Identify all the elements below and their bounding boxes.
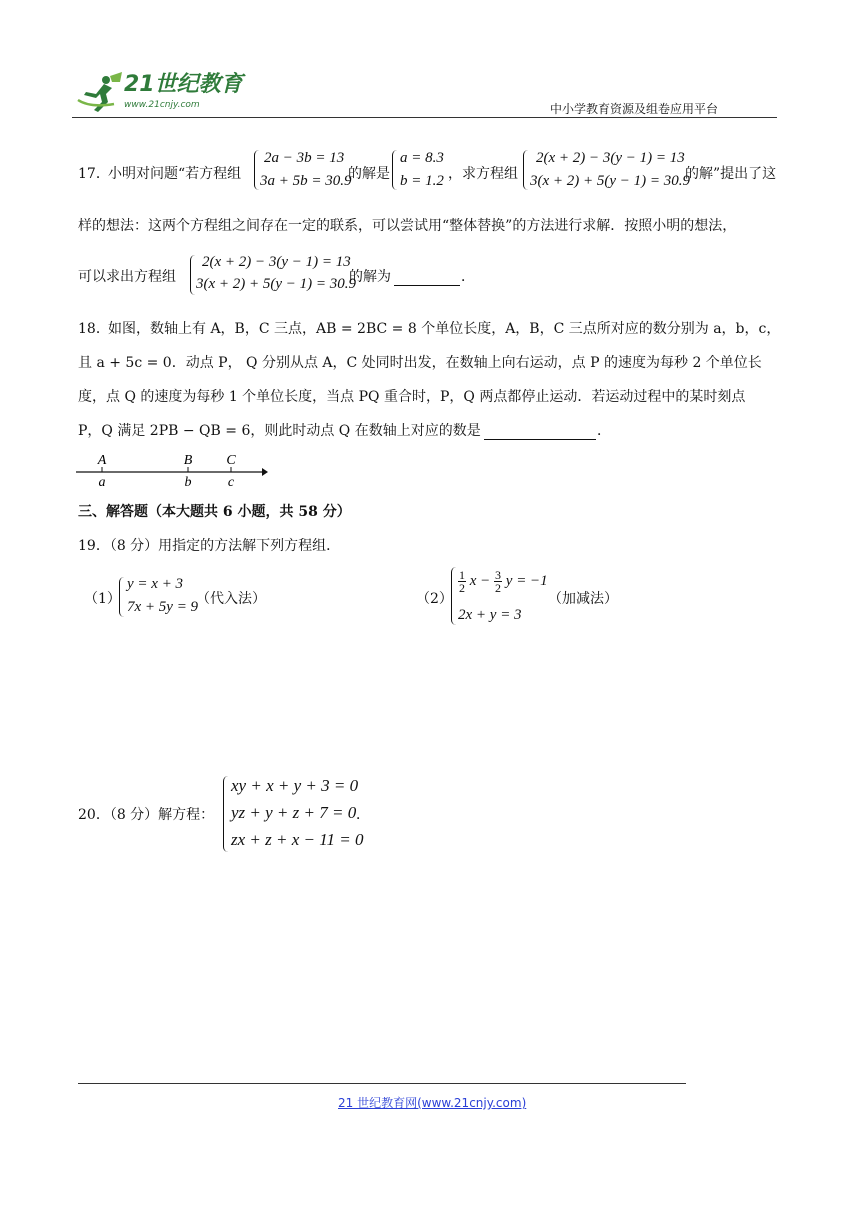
q18-answer-blank[interactable] bbox=[484, 422, 596, 440]
q17-text3: ，求方程组 bbox=[448, 166, 518, 182]
q18-number: 18． bbox=[78, 321, 110, 337]
q17-answer-blank[interactable] bbox=[394, 268, 460, 286]
q19-frac1-den: 2 bbox=[459, 581, 465, 595]
footer-link[interactable]: 21 世纪教育网(www.21cnjy.com) bbox=[338, 1096, 527, 1110]
q18-line3: 度，点 Q 的速度为每秒 1 个单位长度，当点 PQ 重合时，P，Q 两点都停止运动．若运动过程中的某时刻点 bbox=[78, 389, 746, 405]
q19-part2-method: （加减法） bbox=[548, 591, 618, 607]
q17-sol1-brace bbox=[392, 150, 399, 190]
q19-frac2 bbox=[494, 569, 502, 594]
runner-logo-icon bbox=[76, 70, 128, 114]
q20-brace bbox=[223, 776, 230, 852]
q18-line4-end: ． bbox=[597, 423, 611, 439]
q17-sol1-eq1: a = 8.3 bbox=[400, 150, 444, 166]
q17-sys1-eq2: 3a + 5b = 30.9 bbox=[260, 173, 352, 189]
q17-sys3-eq1: 2(x + 2) − 3(y − 1) = 13 bbox=[202, 254, 351, 270]
q17-sys1-eq1: 2a − 3b = 13 bbox=[264, 150, 345, 166]
footer-rule bbox=[78, 1083, 686, 1084]
q20-end: ． bbox=[356, 807, 370, 823]
q19-frac2-num: 3 bbox=[495, 568, 502, 582]
q19-line: 19．（8 分）用指定的方法解下列方程组． bbox=[78, 538, 341, 554]
axis-arrow bbox=[262, 468, 268, 476]
q19-part1-brace bbox=[119, 577, 126, 617]
header bbox=[72, 62, 777, 118]
q17-sys2-eq2: 3(x + 2) + 5(y − 1) = 30.9 bbox=[530, 173, 691, 189]
q17-text1: 小明对问题“若方程组 bbox=[108, 166, 242, 182]
header-rule bbox=[72, 117, 777, 118]
q20-label: 20．（8 分）解方程： bbox=[78, 807, 215, 823]
q17-line3a: 可以求出方程组 bbox=[78, 269, 176, 285]
q17-sol1-eq2: b = 1.2 bbox=[400, 173, 444, 189]
q18-line4: P，Q 满足 2PB − QB = 6，则此时动点 Q 在数轴上对应的数是 bbox=[78, 423, 481, 439]
q18-line2: 且 a + 5c = 0．动点 P， Q 分别从点 A，C 处同时出发，在数轴上向右运动，点 P 的速度为每秒 2 个单位长 bbox=[78, 355, 762, 371]
point-A-label: A bbox=[97, 453, 107, 468]
q20-eq2: yz + y + z + 7 = 0 bbox=[231, 803, 357, 822]
platform-name: 中小学教育资源及组卷应用平台 bbox=[550, 102, 719, 116]
q19-part2-tail: y = −1 bbox=[505, 572, 548, 589]
q19-part2-eq2: 2x + y = 3 bbox=[458, 607, 522, 623]
section-3-title: 三、解答题（本大题共 6 小题，共 58 分） bbox=[78, 504, 351, 520]
q17-text2: 的解是 bbox=[348, 166, 390, 182]
q19-part2-label: （2） bbox=[416, 591, 453, 607]
q20-eq1: xy + x + y + 3 = 0 bbox=[231, 776, 359, 795]
q20-eq3: zx + z + x − 11 = 0 bbox=[231, 830, 364, 849]
q19-part2-eq1 bbox=[458, 569, 548, 594]
point-C-label: C bbox=[226, 453, 236, 468]
q17-sys3-eq2: 3(x + 2) + 5(y − 1) = 30.9 bbox=[196, 276, 357, 292]
logo-text: 21世纪教育 bbox=[124, 72, 243, 97]
q17-line3-end: ． bbox=[461, 269, 475, 285]
q19-part1-label: （1） bbox=[84, 591, 121, 607]
q17-text4: 的解”提出了这 bbox=[685, 166, 777, 182]
q17-sys2-eq1: 2(x + 2) − 3(y − 1) = 13 bbox=[536, 150, 685, 166]
q17-number: 17． bbox=[78, 166, 110, 182]
q17-line3b: 的解为 bbox=[349, 269, 391, 285]
value-b-label: b bbox=[184, 475, 192, 490]
number-line bbox=[76, 448, 268, 490]
q19-frac1 bbox=[458, 569, 466, 594]
q19-part1-eq1: y = x + 3 bbox=[127, 576, 184, 592]
q19-frac1-num: 1 bbox=[459, 568, 465, 582]
q19-part1-eq2: 7x + 5y = 9 bbox=[127, 599, 199, 615]
value-c-label: c bbox=[227, 475, 235, 490]
q19-part1-method: （代入法） bbox=[196, 591, 266, 607]
q18-line1: 如图，数轴上有 A，B，C 三点，AB = 2BC = 8 个单位长度，A，B，C 三点所对应的数分别为 a，b，c， bbox=[108, 321, 781, 337]
q17-line2: 样的想法：这两个方程组之间存在一定的联系，可以尝试用“整体替换”的方法进行求解．按照小明的想法， bbox=[78, 218, 737, 234]
q17-sys2-brace bbox=[523, 150, 530, 190]
value-a-label: a bbox=[98, 475, 106, 490]
logo-url: www.21cnjy.com bbox=[124, 100, 200, 110]
q19-part2-brace bbox=[451, 567, 458, 625]
point-B-label: B bbox=[183, 453, 193, 468]
q19-part2-mid: x − bbox=[469, 572, 491, 589]
q19-frac2-den: 2 bbox=[495, 581, 502, 595]
